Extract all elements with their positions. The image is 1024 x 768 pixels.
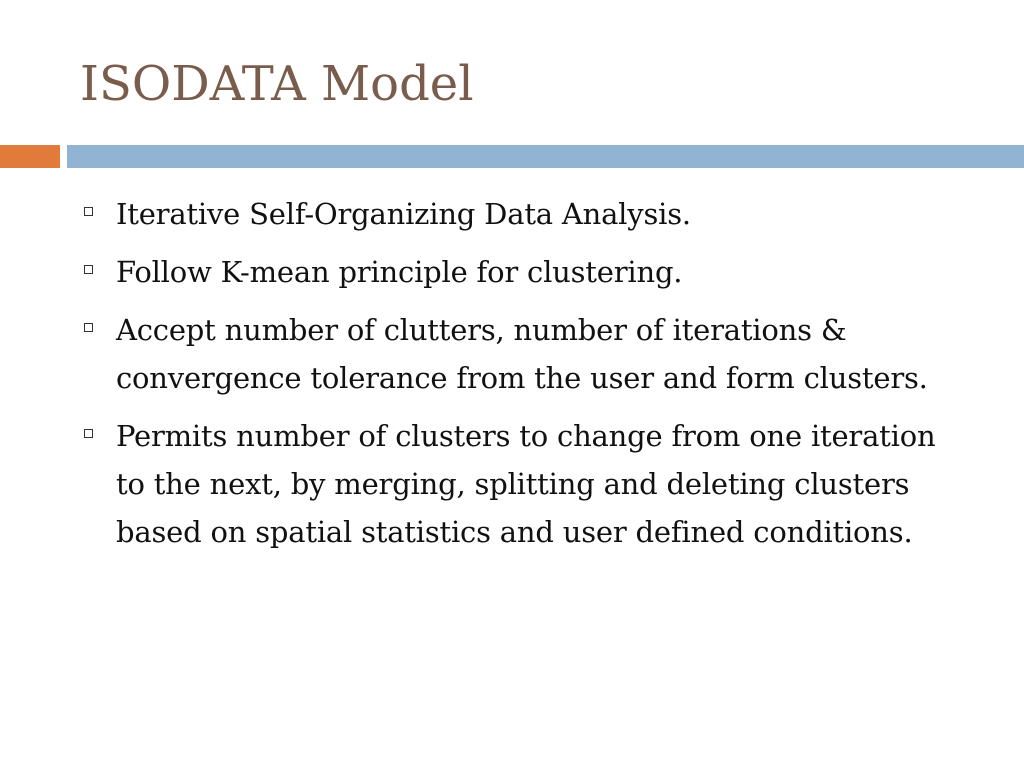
accent-band-orange — [0, 145, 60, 168]
bullet-text: Follow K-mean principle for clustering. — [116, 255, 683, 289]
bullet-item — [80, 248, 970, 296]
accent-band-blue — [67, 145, 1024, 168]
bullet-item — [80, 306, 970, 402]
bullet-item — [80, 412, 970, 556]
bullet-text: Accept number of clutters, number of iterations & convergence tolerance from the user and form clusters. — [116, 313, 928, 395]
hollow-square-icon — [84, 429, 93, 438]
hollow-square-icon — [84, 323, 93, 332]
hollow-square-icon — [84, 207, 93, 216]
bullet-item — [80, 190, 970, 238]
slide-title: ISODATA Model — [80, 56, 474, 112]
hollow-square-icon — [84, 265, 93, 274]
bullet-text: Iterative Self-Organizing Data Analysis. — [116, 197, 691, 231]
bullet-text: Permits number of clusters to change from one iteration to the next, by merging, splitting and deleting clusters based on spatial statistics and user defined conditions. — [116, 419, 936, 549]
bullet-list — [80, 190, 970, 566]
